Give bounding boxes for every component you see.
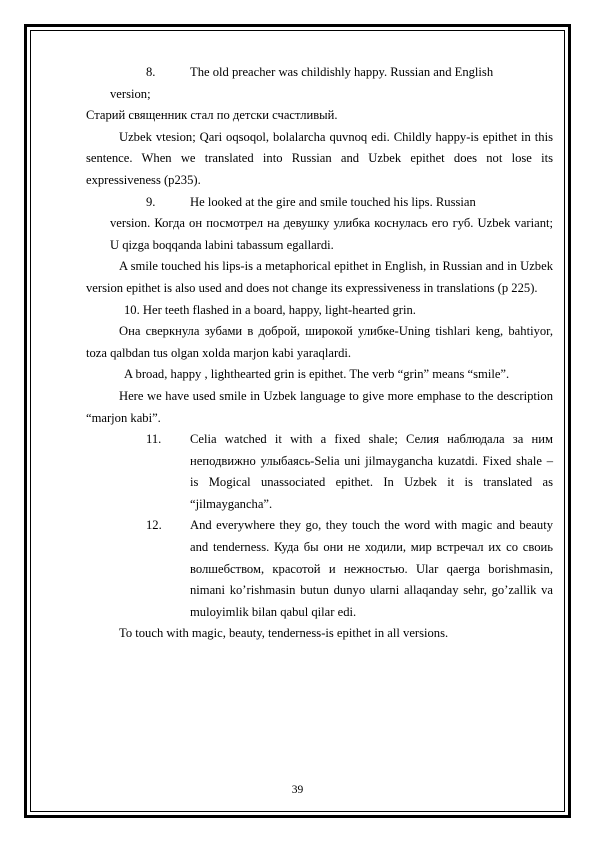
list-item-12 [86,515,553,623]
item-number: 12. [146,518,162,533]
item-text: And everywhere they go, they touch the word with magic and beauty and tenderness. Куда бы они не ходили, мир встречал их со своиь волшебством, красотой и нежностью. Ular qaerga borishmasin, nimani ko’rishmasin butun dunyo ularni allaqanday sehr, go’zallik va muloyimlik bilan qabul qilar edi. [190,518,553,619]
page-number: 39 [291,784,304,796]
paragraph: To touch with magic, beauty, tenderness-is epithet in all versions. [119,626,449,641]
item-text: The old preacher was childishly happy. Russian and English [190,65,494,79]
russian-line: Старий священник стал по детски счастливый. [86,108,338,123]
list-item-8 [86,62,553,84]
item-number: 9. [146,194,156,209]
paragraph: Here we have used smile in Uzbek language to give more emphase to the description “marjon kabi”. [86,388,553,425]
item-text: He looked at the gire and smile touched his lips. Russian [190,194,476,209]
paragraph: Uzbek vtesion; Qari oqsoqol, bolalarcha quvnoq edi. Childly happy-is epithet in this sentence. When we translated into Russian and Uzbek epithet does not lose its expressiveness (p235). [86,129,553,187]
paragraph: A broad, happy , lighthearted grin is epithet. The verb “grin” means “smile”. [124,367,510,382]
item-continuation: version; [110,86,151,101]
item-number: 8. [146,65,156,79]
document-body [86,62,553,645]
list-item-10: 10. Her teeth flashed in a board, happy, light-hearted grin. [124,302,416,317]
list-item-9 [86,192,553,214]
item-text: Celia watched it with a fixed shale; Селия наблюдала за ним неподвижно улыбаясь-Selia uni jilmaygancha kuzatdi. Fixed shale – is Mogical unassociated epithet. In Uzbek it is translated as “jilmaygancha”. [190,432,553,511]
russian-line: Она сверкнула зубами в доброй, широкой улибке-Uning tishlari keng, bahtiyor, toza qalbdan tus olgan xolda marjon kabi yaraqlardi. [86,324,553,360]
item-number: 11. [146,432,162,447]
item-continuation: version. Когда он посмотрел на девушку улибка коснулась его губ. Uzbek variant; U qizga boqqanda labini tabassum egallardi. [110,216,553,252]
list-item-11 [86,429,553,515]
paragraph: A smile touched his lips-is a metaphorical epithet in English, in Russian and in Uzbek version epithet is also used and does not change its expressiveness in translations (p 225). [86,259,553,295]
